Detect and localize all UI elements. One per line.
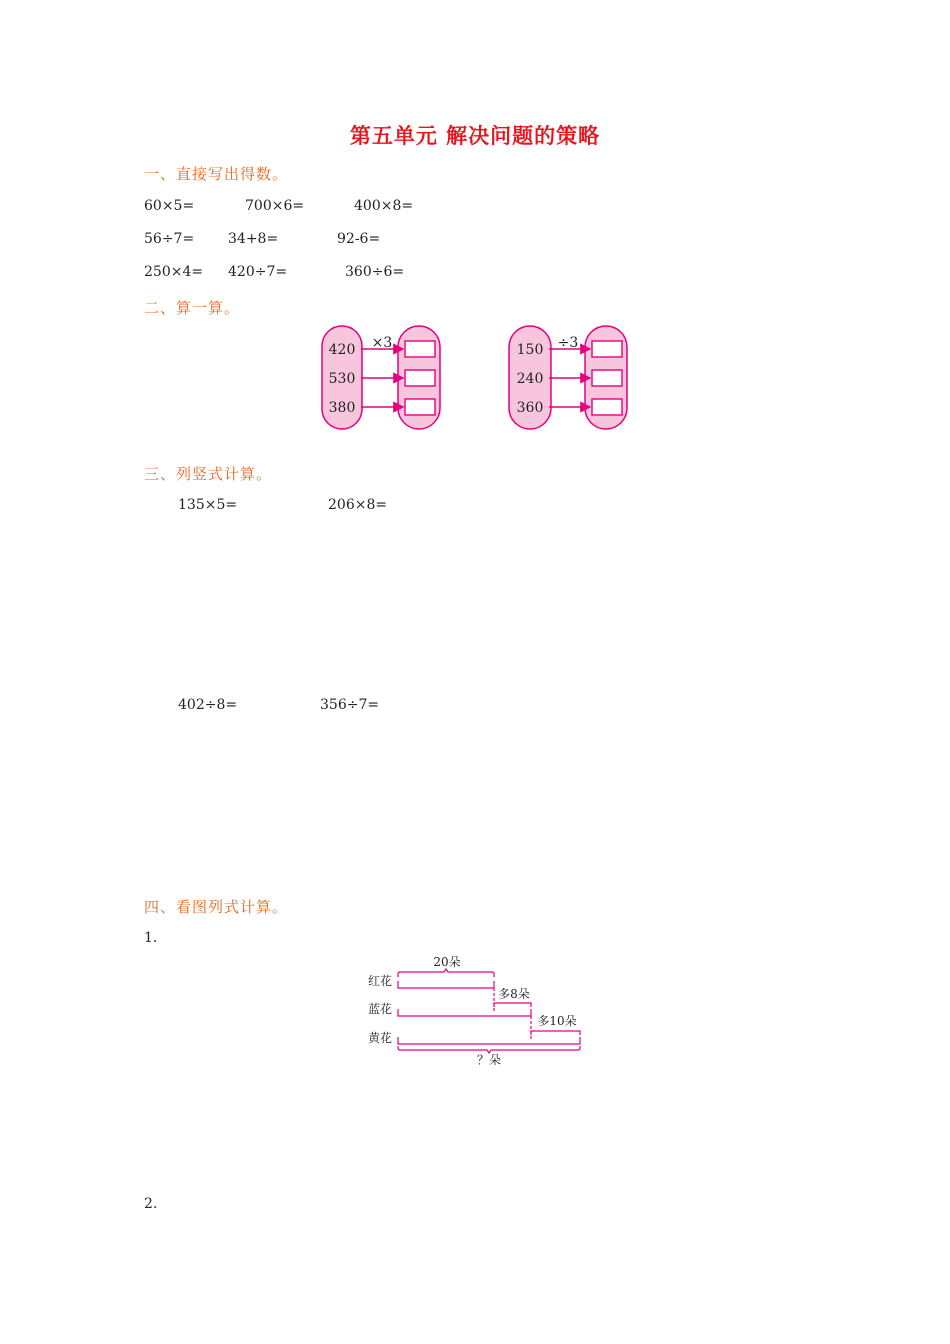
section-2-heading: 二、算一算。 [144, 299, 241, 317]
answer-box[interactable] [405, 341, 435, 357]
oral-problem: 400×8= [354, 198, 414, 214]
oral-problem: 56÷7= [144, 231, 195, 247]
yellow-more-label: 多10朵 [537, 1014, 577, 1028]
red-bar [398, 981, 494, 988]
problem-number: 2. [144, 1196, 158, 1212]
input-value: 380 [328, 400, 356, 416]
function-machines [315, 320, 645, 435]
oral-problem: 34+8= [228, 231, 279, 247]
function-machine-1 [322, 326, 440, 429]
yellow-extra-brace [531, 1031, 580, 1035]
oral-problem: 92-6= [337, 231, 381, 247]
oral-problem: 700×6= [245, 198, 305, 214]
input-value: 360 [516, 400, 544, 416]
operation-label: ×3 [371, 335, 393, 351]
blue-more-label: 多8朵 [498, 987, 530, 1001]
row-label-blue: 蓝花 [368, 1002, 393, 1016]
oral-problem: 60×5= [144, 198, 195, 214]
input-value: 530 [328, 371, 356, 387]
input-value: 240 [516, 371, 544, 387]
function-machine-2 [509, 326, 627, 429]
vertical-problem: 135×5= [178, 497, 238, 513]
section-3-heading: 三、列竖式计算。 [144, 465, 273, 483]
blue-bar [398, 1009, 531, 1016]
oral-problem: 420÷7= [228, 264, 288, 280]
vertical-problem: 402÷8= [178, 697, 238, 713]
blue-extra-brace [494, 1003, 531, 1007]
answer-box[interactable] [405, 370, 435, 386]
bar-diagram [360, 955, 590, 1065]
answer-box[interactable] [405, 399, 435, 415]
row-label-red: 红花 [368, 974, 393, 988]
oral-problem: 250×4= [144, 264, 204, 280]
question-label: ？朵 [476, 1053, 502, 1065]
problem-number: 1. [144, 930, 158, 946]
oral-problem: 360÷6= [345, 264, 405, 280]
total-brace [398, 1046, 580, 1053]
answer-box[interactable] [592, 399, 622, 415]
page-title: 第五单元 解决问题的策略 [349, 124, 601, 148]
section-4-heading: 四、看图列式计算。 [144, 898, 289, 916]
vertical-problem: 206×8= [328, 497, 388, 513]
red-count-label: 20朵 [433, 955, 461, 969]
answer-box[interactable] [592, 370, 622, 386]
operation-label: ÷3 [557, 335, 579, 351]
row-label-yellow: 黄花 [368, 1031, 393, 1045]
yellow-bar [398, 1037, 580, 1044]
section-1-heading: 一、直接写出得数。 [144, 165, 289, 183]
answer-box[interactable] [592, 341, 622, 357]
red-brace [398, 969, 494, 977]
vertical-problem: 356÷7= [320, 697, 380, 713]
input-value: 150 [516, 342, 544, 358]
input-value: 420 [328, 342, 356, 358]
